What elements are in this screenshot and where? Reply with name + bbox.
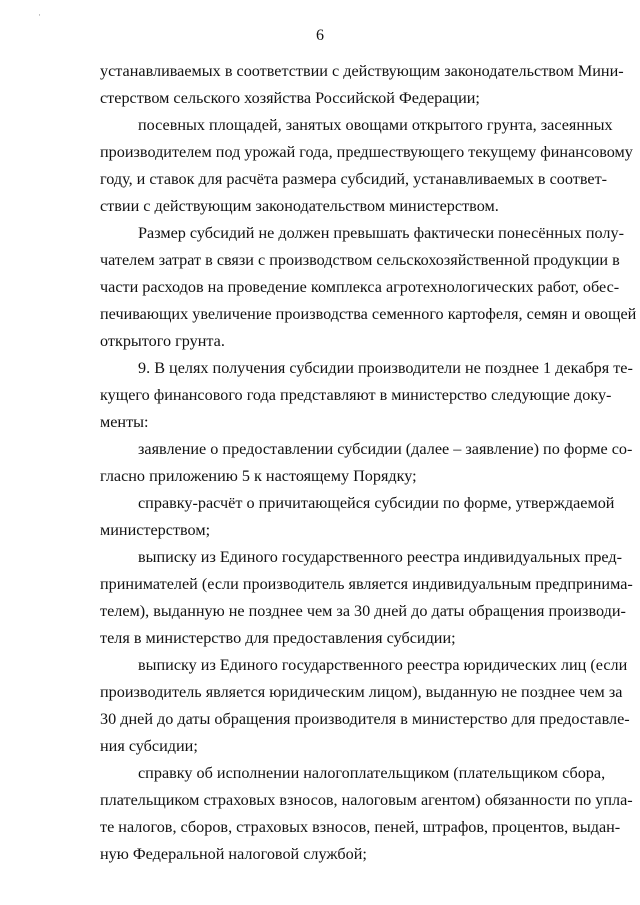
paragraph [100,58,624,112]
text-line: телем), выданную не позднее чем за 30 дней до даты обращения производи- [100,602,626,620]
paragraph [100,652,630,760]
text-line: посевных площадей, занятых овощами открытого грунта, засеянных [138,116,613,134]
text-line: производителем под урожай года, предшествующего текущему финансовому [100,143,633,161]
text-line: заявление о предоставлении субсидии (далее – заявление) по форме со- [138,440,633,458]
text-line: Размер субсидий не должен превышать фактически понесённых полу- [138,224,624,242]
text-line: плательщиком страховых взносов, налоговым агентом) обязанности по упла- [100,791,633,809]
paragraph [100,355,633,436]
text-line: ния субсидии; [100,737,198,755]
text-line: выписку из Единого государственного реестра юридических лиц (если [138,656,628,674]
scan-mark: · [38,10,41,20]
text-line: открытого грунта. [100,332,225,350]
paragraph [100,220,637,355]
page-number: 6 [316,27,324,44]
paragraph [100,490,615,544]
text-line: выписку из Единого государственного реестра индивидуальных пред- [138,548,623,566]
text-line: гласно приложению 5 к настоящему Порядку; [100,467,417,485]
text-line: 9. В целях получения субсидии производители не позднее 1 декабря те- [138,359,633,377]
paragraph [100,112,633,220]
text-line: устанавливаемых в соответствии с действующим законодательством Мини- [100,62,624,80]
text-line: печивающих увеличение производства семенного картофеля, семян и овощей [100,305,637,323]
text-line: 30 дней до даты обращения производителя в министерство для предоставле- [100,710,630,728]
text-line: справку-расчёт о причитающейся субсидии по форме, утверждаемой [138,494,615,512]
text-line: теля в министерство для предоставления субсидии; [100,629,456,647]
text-line: те налогов, сборов, страховых взносов, пеней, штрафов, процентов, выдан- [100,818,621,836]
text-line: менты: [100,413,149,431]
text-line: году, и ставок для расчёта размера субсидий, устанавливаемых в соответ- [100,170,608,188]
text-line: части расходов на проведение комплекса агротехнологических работ, обес- [100,278,620,296]
text-line: справку об исполнении налогоплательщиком (плательщиком сбора, [138,764,606,782]
text-line: министерством; [100,521,211,539]
text-line: производитель является юридическим лицом), выданную не позднее чем за [100,683,623,701]
text-line: принимателей (если производитель является индивидуальным предпринима- [100,575,633,593]
text-line: ствии с действующим законодательством министерством. [100,197,499,215]
text-line: стерством сельского хозяйства Российской Федерации; [100,89,480,107]
text-line: ную Федеральной налоговой службой; [100,845,367,863]
text-line: кущего финансового года представляют в министерство следующие доку- [100,386,612,404]
paragraph [100,544,633,652]
text-line: чателем затрат в связи с производством сельскохозяйственной продукции в [100,251,620,269]
paragraph [100,436,633,490]
paragraph [100,760,633,868]
document-body [100,58,637,868]
